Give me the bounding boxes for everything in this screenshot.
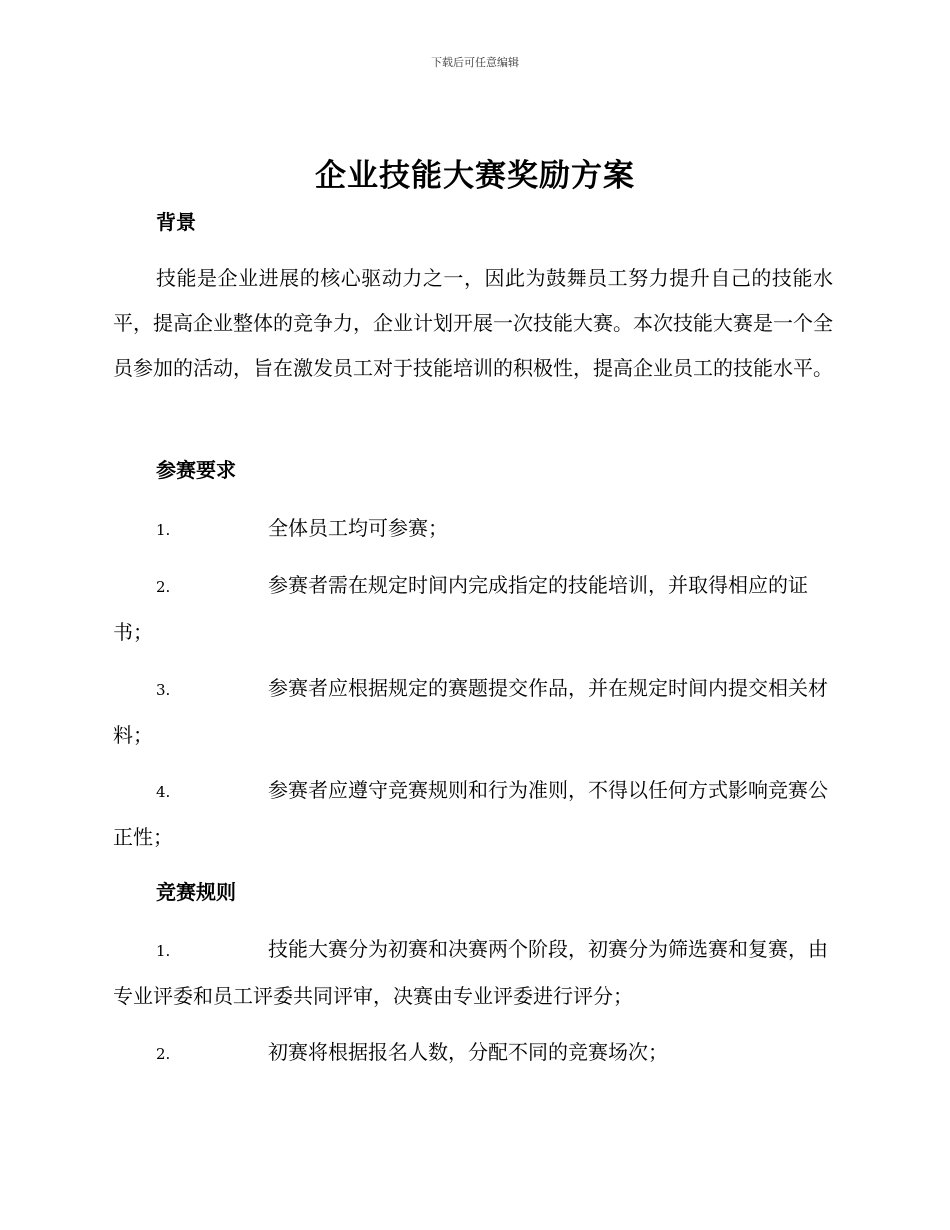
rule-item-1 — [113, 927, 833, 1019]
list-item-text: 初赛将根据报名人数，分配不同的竞赛场次； — [268, 1040, 668, 1064]
document-title: 企业技能大赛奖励方案 — [315, 158, 635, 194]
background-paragraph: 技能是企业进展的核心驱动力之一，因此为鼓舞员工努力提升自己的技能水平，提高企业整体的竞争力，企业计划开展一次技能大赛。本次技能大赛是一个全员参加的活动，旨在激发员工对于技能培训的积极性，提高企业员工的技能水平。 — [113, 266, 833, 380]
list-number: 1. — [156, 521, 171, 539]
section-heading-rules: 竞赛规则 — [156, 880, 236, 904]
list-number: 2. — [156, 1045, 171, 1063]
list-item-text: 参赛者需在规定时间内完成指定的技能培训，并取得相应的证书； — [113, 573, 808, 644]
section-heading-background: 背景 — [156, 210, 196, 234]
section-heading-requirements: 参赛要求 — [156, 458, 236, 482]
header-note: 下载后可任意编辑 — [431, 56, 519, 69]
list-item-text: 技能大赛分为初赛和决赛两个阶段，初赛分为筛选赛和复赛，由专业评委和员工评委共同评审，决赛由专业评委进行评分； — [113, 937, 828, 1008]
list-number: 1. — [156, 942, 171, 960]
list-number: 3. — [156, 681, 171, 699]
rule-item-2 — [113, 1030, 833, 1077]
list-item-text: 参赛者应遵守竞赛规则和行为准则，不得以任何方式影响竞赛公正性； — [113, 778, 828, 849]
requirement-item-3 — [113, 666, 833, 758]
requirement-item-1 — [113, 506, 833, 553]
list-item-text: 全体员工均可参赛； — [268, 516, 448, 540]
requirement-item-4 — [113, 768, 833, 860]
list-number: 4. — [156, 783, 171, 801]
list-number: 2. — [156, 578, 171, 596]
requirement-item-2 — [113, 563, 833, 655]
list-item-text: 参赛者应根据规定的赛题提交作品，并在规定时间内提交相关材料； — [113, 676, 828, 747]
